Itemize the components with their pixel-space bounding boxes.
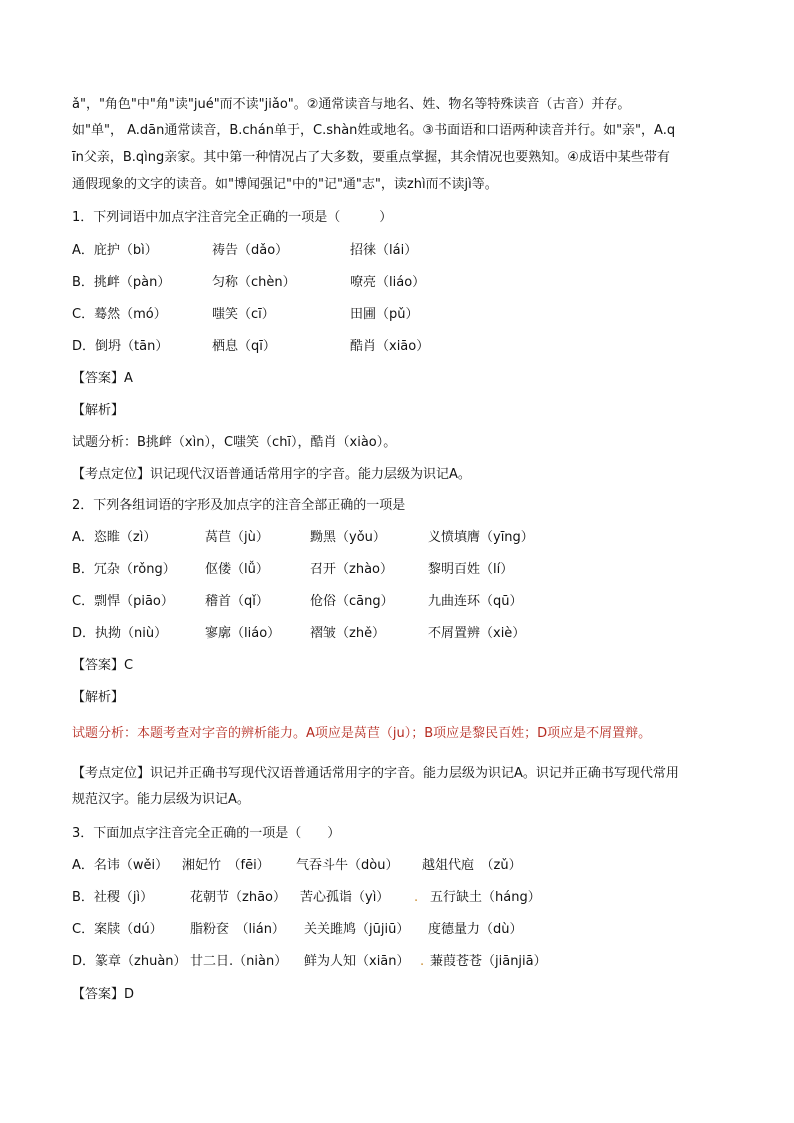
q2-analysis-label: 【解析】 — [72, 690, 125, 705]
q1-answer: 【答案】A — [72, 371, 133, 386]
q1-analysis-label: 【解析】 — [72, 403, 125, 418]
q3-question: 3．下面加点字注音完全正确的一项是（ ） — [72, 826, 341, 841]
q2-point-line-2: 规范汉字。能力层级为识记A。 — [72, 792, 250, 807]
q2-point-line-1: 【考点定位】识记并正确书写现代汉语普通话常用字的字音。能力层级为识记A。识记并正确书写现代常用 — [72, 766, 679, 781]
intro-line-3: īn父亲，B.qìng亲家。其中第一种情况占了大多数，要重点掌握，其余情况也要熟知。④成语中某些带有 — [72, 150, 670, 165]
intro-line-2: 如"单"， A.dān通常读音，B.chán单于，C.shàn姓或地名。③书面语和口语两种读音并行。如"亲"，A.q — [72, 123, 676, 138]
q2-question: 2．下列各组词语的字形及加点字的注音全部正确的一项是 — [72, 498, 406, 513]
q2-analysis: 试题分析：本题考查对字音的辨析能力。A项应是莴苣（ju）；B项应是黎民百姓；D项应是不屑置辩。 — [72, 726, 652, 741]
document-page: ǎ"，"角色"中"角"读"jué"而不读"jiǎo"。②通常读音与地名、姓、物名等特殊读音（古音）并存。 如"单"， A.dān通常读音，B.chán单于，C.shàn姓或地名。③书面语和口语两种读音并行。如"亲"，A.q īn父亲，B.qìng亲家。其中第一种情况占了大多数，要重点掌握，其余情况也要熟知。④成语中某些带有 通假现象的文字的读音。如"博闻强记"中的"记"通"志"，读zhì而不读jì等。 1．下列词语中加点字注音完全正确的一项是（ ） A．庇护（bì） 祷告（dǎo） 招徕（lái） B．挑衅（pàn） 匀称（chèn） 嘹亮（liáo） C．蓦然（mó） 嗤笑（cī） 田圃（pǔ） D．倒坍（tān） 栖息（qī） 酷肖（xiāo） 【答案】A 【解析】 试题分析：B挑衅（xìn），C嗤笑（chī），酷肖（xiào）。 【考点定位】识记现代汉语普通话常用字的字音。能力层级为识记A。 2．下列各组词语的字形及加点字的注音全部正确的一项是 A．恣睢（zì） 莴苣（jù） 黝黑（yǒu） 义愤填膺（yīng） B．冗杂（rǒng） 伛偻（lǚ） 召开（zhào） 黎明百姓（lí） C．剽悍（piāo） 稽首（qǐ） 伧俗（cāng） 九曲连环（qū） D．执拗（niù） 寥廓（liáo） 褶皱（zhě） 不屑置辨（xiè） 【答案】C 【解析】 试题分析：本题考查对字音的辨析能力。A项应是莴苣（ju）；B项应是黎民百姓；D项应是不屑置辩。 【考点定位】识记并正确书写现代汉语普通话常用字的字音。能力层级为识记A。识记并正确书写现代常用 规范汉字。能力层级为识记A。 3．下面加点字注音完全正确的一项是（ ） A．名讳（wěi） 湘妃竹 （fēi） 气吞斗牛（dòu） 越俎代庖 （zǔ） B．社稷（jì） 花朝节（zhāo） 苦心孤诣（yì） . 五行缺土（háng） C．案牍（dú） 脂粉奁 （lián） 关关雎鸠（jūjiū） 度德量力（dù） D．篆章（zhuàn） 廿二日.（niàn） 鲜为人知（xiān） . 蒹葭苍苍（jiānjiā） 【答案】D — [72, 97, 679, 1002]
q1-question: 1．下列词语中加点字注音完全正确的一项是（ ） — [72, 210, 393, 225]
intro-line-4: 通假现象的文字的读音。如"博闻强记"中的"记"通"志"，读zhì而不读jì等。 — [72, 177, 498, 192]
q1-point: 【考点定位】识记现代汉语普通话常用字的字音。能力层级为识记A。 — [72, 467, 471, 482]
q3-answer: 【答案】D — [72, 987, 135, 1002]
intro-line-1: ǎ"，"角色"中"角"读"jué"而不读"jiǎo"。②通常读音与地名、姓、物名等特殊读音（古音）并存。 — [72, 97, 631, 112]
q1-analysis: 试题分析：B挑衅（xìn），C嗤笑（chī），酷肖（xiào）。 — [72, 435, 397, 450]
q2-answer: 【答案】C — [72, 658, 134, 673]
